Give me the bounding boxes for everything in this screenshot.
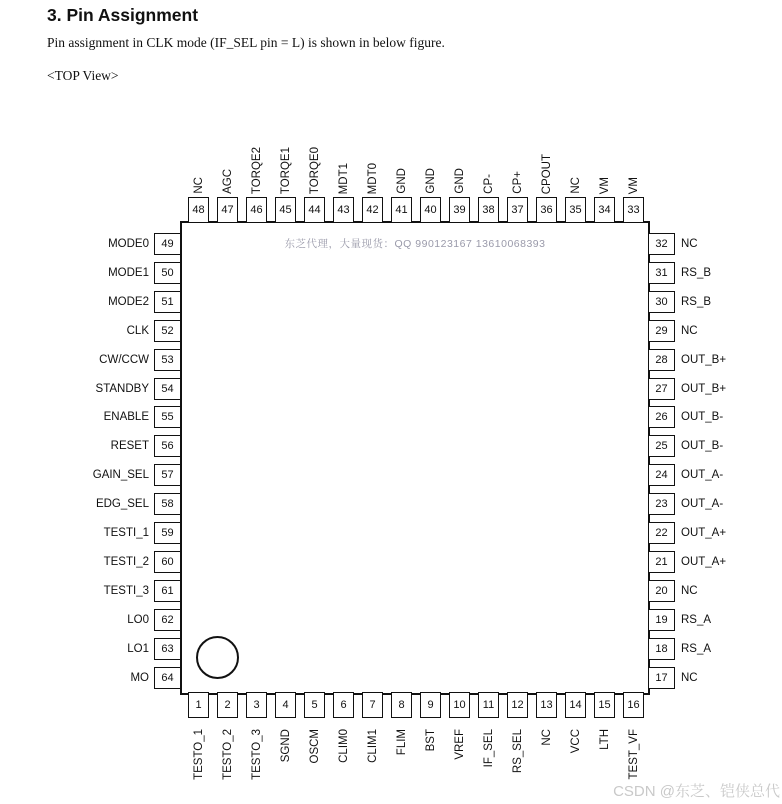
pin-box: 8 [391,692,412,718]
pin-box: 19 [648,609,675,631]
pin-box: 12 [507,692,528,718]
pin-box: 4 [275,692,296,718]
pin-label: OUT_A- [681,498,724,511]
pin-box: 21 [648,551,675,573]
pin-label: NC [681,671,698,684]
pin-box: 23 [648,493,675,515]
pin-label: NC [569,177,582,194]
pin-label: TESTI_3 [103,584,149,597]
pin-box: 55 [154,406,181,428]
pin-label: TORQE0 [308,146,321,194]
pin-label: NC [681,324,698,337]
pin-label: GND [395,168,408,194]
pin-label: TESTO_3 [250,729,263,780]
pin-label: SGND [279,729,292,763]
pin-box: 31 [648,262,675,284]
pin-label: CLIM0 [337,729,350,763]
pin-box: 41 [391,197,412,223]
pin-label: MODE0 [108,238,149,250]
pin-label: RS_B [681,295,712,308]
pin-box: 34 [594,197,615,223]
pin-box: 26 [648,406,675,428]
pin-box: 64 [154,667,181,689]
pin-label: OUT_B- [681,440,724,453]
pin-box: 38 [478,197,499,223]
pin-label: NC [540,729,553,746]
pin-box: 61 [154,580,181,602]
pin-label: VREF [453,729,466,760]
pin-label: OSCM [308,729,321,764]
pin-label: OUT_A- [681,469,724,482]
pin-box: 24 [648,464,675,486]
pin-label: VM [627,176,640,194]
pin-label: OUT_B+ [681,353,727,366]
pin-box: 56 [154,435,181,457]
pin-box: 2 [217,692,238,718]
pin1-indicator-circle [196,636,239,679]
pin-box: 43 [333,197,354,223]
pin-label: TESTO_1 [192,729,205,780]
pin-box: 62 [154,609,181,631]
pin-box: 36 [536,197,557,223]
pin-box: 1 [188,692,209,718]
pin-box: 25 [648,435,675,457]
pin-box: 42 [362,197,383,223]
pin-box: 16 [623,692,644,718]
pin-box: 37 [507,197,528,223]
pin-label: MDT0 [366,162,379,194]
pin-label: FLIM [395,729,408,756]
pin-label: MODE2 [108,295,149,308]
pin-label: MODE1 [108,266,149,279]
pin-box: 35 [565,197,586,223]
pin-label: LO1 [127,642,149,655]
pin-label: OUT_B+ [681,382,727,395]
pin-box: 27 [648,378,675,400]
pin-label: CPOUT [540,153,553,194]
pin-box: 6 [333,692,354,718]
pin-box: 9 [420,692,441,718]
pin-box: 50 [154,262,181,284]
pin-box: 54 [154,378,181,400]
pin-box: 59 [154,522,181,544]
section-title: 3. Pin Assignment [47,5,199,25]
pin-box: 10 [449,692,470,718]
pin-box: 29 [648,320,675,342]
pin-box: 47 [217,197,238,223]
pin-box: 46 [246,197,267,223]
pin-label: CP+ [511,171,524,194]
pin-label: ENABLE [103,411,149,424]
pin-label: GND [424,168,437,194]
pin-label: RS_SEL [511,729,524,774]
pin-label: MO [130,671,149,684]
pin-label: MDT1 [337,162,350,194]
pin-box: 13 [536,692,557,718]
pin-label: TESTO_2 [221,729,234,780]
pin-box: 39 [449,197,470,223]
pin-box: 60 [154,551,181,573]
intro-text: Pin assignment in CLK mode (IF_SEL pin = L) is shown in below figure. [47,35,445,50]
pin-label: TESTI_2 [103,555,149,568]
pin-box: 45 [275,197,296,223]
pin-label: GAIN_SEL [92,469,149,482]
pin-box: 20 [648,580,675,602]
pin-box: 5 [304,692,325,718]
pin-label: LTH [598,729,611,750]
pin-box: 58 [154,493,181,515]
pin-label: OUT_A+ [681,527,727,539]
pin-label: NC [681,584,698,597]
pin-label: VCC [569,729,582,754]
pin-label: VM [598,176,611,194]
chip-watermark-text: 东芝代理，大量现货：QQ 990123167 13610068393 [284,238,546,250]
pin-label: RS_A [681,642,712,655]
pin-box: 14 [565,692,586,718]
csdn-watermark-text: CSDN @东芝、铠侠总代 [613,783,780,800]
pin-box: 30 [648,291,675,313]
pin-label: IF_SEL [482,729,495,768]
pin-label: TORQE2 [250,146,263,194]
pin-box: 3 [246,692,267,718]
pin-label: CW/CCW [99,353,149,366]
pin-label: OUT_A+ [681,555,727,568]
pin-label: NC [681,238,698,250]
pin-label: BST [424,729,437,752]
pin-label: NC [192,177,205,194]
pin-box: 53 [154,349,181,371]
pin-box: 32 [648,233,675,255]
top-view-label: <TOP View> [47,68,119,83]
pin-box: 22 [648,522,675,544]
chip-body [180,221,650,695]
pin-box: 49 [154,233,181,255]
pin-label: RS_A [681,613,712,626]
pin-box: 63 [154,638,181,660]
pin-box: 51 [154,291,181,313]
pin-box: 15 [594,692,615,718]
pin-box: 57 [154,464,181,486]
pin-box: 48 [188,197,209,223]
pin-label: RESET [110,440,149,453]
pin-label: EDG_SEL [95,498,149,511]
pin-box: 40 [420,197,441,223]
pin-box: 33 [623,197,644,223]
pin-label: STANDBY [95,382,149,395]
pin-box: 18 [648,638,675,660]
pin-label: TESTI_1 [103,527,149,539]
pin-label: RS_B [681,266,712,279]
pin-label: OUT_B- [681,411,724,424]
pin-box: 7 [362,692,383,718]
pin-box: 17 [648,667,675,689]
pin-label: TEST_VF [627,729,640,780]
pin-label: TORQE1 [279,146,292,194]
pin-box: 44 [304,197,325,223]
pin-box: 11 [478,692,499,718]
pin-label: GND [453,168,466,194]
pin-label: AGC [221,169,234,194]
pin-box: 52 [154,320,181,342]
pin-label: CLK [126,324,149,337]
pin-box: 28 [648,349,675,371]
pin-label: CP- [482,174,495,194]
pin-label: LO0 [127,613,149,626]
pin-label: CLIM1 [366,729,379,763]
